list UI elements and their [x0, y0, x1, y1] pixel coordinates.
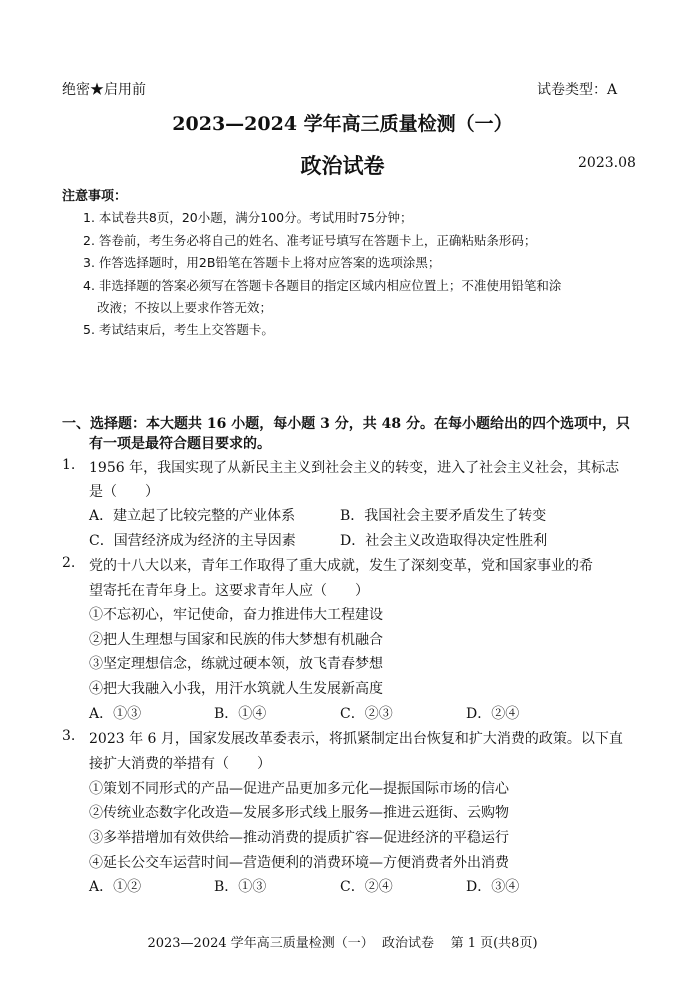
option-c: C．国营经济成为经济的主导因素	[89, 533, 296, 549]
statement-3: ③多举措增加有效供给—推动消费的提质扩容—促进经济的平稳运行	[89, 830, 509, 846]
statement-1: ①不忘初心，牢记使命，奋力推进伟大工程建设	[89, 607, 383, 623]
exam-title: 2023—2024 学年高三质量检测（一）	[172, 113, 513, 135]
exam-date: 2023.08	[578, 155, 636, 171]
subject-title: 政治试卷	[300, 153, 385, 178]
statement-1: ①策划不同形式的产品—促进产品更加多元化—提振国际市场的信心	[89, 781, 509, 797]
option-b: B．①③	[214, 879, 267, 895]
question-number: 3.	[62, 728, 76, 744]
question-stem: 2023 年 6 月，国家发展改革委表示，将抓紧制定出台恢复和扩大消费的政策。以下直	[89, 731, 623, 747]
statement-4: ④延长公交车运营时间—营造便利的消费环境—方便消费者外出消费	[89, 855, 509, 871]
question-stem: 1956 年，我国实现了从新民主主义到社会主义的转变，进入了社会主义社会，其标志	[89, 460, 620, 476]
paper-type-label: 试卷类型：A	[537, 82, 618, 98]
question-number: 1.	[62, 457, 76, 473]
question-stem: 党的十八大以来，青年工作取得了重大成就，发生了深刻变革，党和国家事业的希	[89, 558, 593, 574]
section-heading-cont: 有一项是最符合题目要求的。	[89, 436, 271, 452]
question-stem-cont: 望寄托在青年身上。这要求青年人应（ ）	[89, 583, 369, 599]
option-a: A．①③	[89, 706, 142, 722]
note-item: 1. 本试卷共8页，20小题，满分100分。考试用时75分钟；	[83, 210, 413, 225]
option-d: D．社会主义改造取得决定性胜利	[340, 533, 548, 549]
secret-label: 绝密★启用前	[62, 82, 146, 98]
section-heading: 一、选择题：本大题共 16 小题，每小题 3 分，共 48 分。在每小题给出的四个选项中，只	[62, 416, 630, 432]
question-number: 2.	[62, 555, 76, 571]
option-d: D．③④	[466, 879, 520, 895]
option-a: A．①②	[89, 879, 142, 895]
note-item: 改液；不按以上要求作答无效；	[97, 300, 273, 315]
question-stem-cont: 是（ ）	[89, 484, 159, 500]
option-c: C．②④	[340, 879, 393, 895]
statement-4: ④把大我融入小我，用汗水筑就人生发展新高度	[89, 681, 383, 697]
note-item: 3. 作答选择题时，用2B铅笔在答题卡上将对应答案的选项涂黑；	[83, 255, 441, 270]
note-item: 5. 考试结束后，考生上交答题卡。	[83, 322, 274, 337]
option-a: A．建立起了比较完整的产业体系	[89, 508, 296, 524]
question-stem-cont: 接扩大消费的举措有（ ）	[89, 756, 271, 772]
option-c: C．②③	[340, 706, 393, 722]
note-item: 2. 答卷前，考生务必将自己的姓名、准考证号填写在答题卡上，正确粘贴条形码；	[83, 233, 537, 248]
note-item: 4. 非选择题的答案必须写在答题卡各题目的指定区域内相应位置上；不准使用铅笔和涂	[83, 278, 562, 293]
option-b: B．①④	[214, 706, 267, 722]
page-footer: 2023—2024 学年高三质量检测（一） 政治试卷 第 1 页(共8页)	[147, 936, 538, 951]
statement-3: ③坚定理想信念，练就过硬本领，放飞青春梦想	[89, 656, 383, 672]
statement-2: ②把人生理想与国家和民族的伟大梦想有机融合	[89, 632, 383, 648]
notes-heading: 注意事项：	[62, 189, 128, 204]
statement-2: ②传统业态数字化改造—发展多形式线上服务—推进云逛街、云购物	[89, 805, 509, 821]
option-b: B．我国社会主要矛盾发生了转变	[340, 508, 547, 524]
option-d: D．②④	[466, 706, 520, 722]
